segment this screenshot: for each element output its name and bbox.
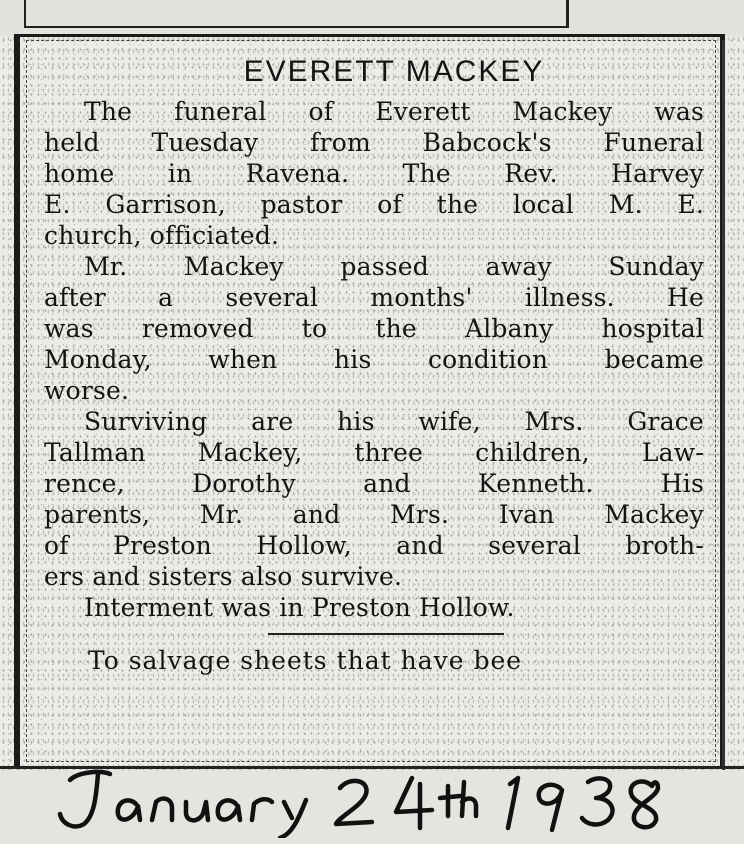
article-line: home in Ravena. The Rev. Harvey [44, 159, 704, 188]
obituary-headline: EVERETT MACKEY [243, 55, 545, 88]
previous-clipping-edge [0, 0, 744, 36]
article-line: after a several months' illness. He [44, 283, 704, 312]
obituary-column [44, 52, 704, 676]
article-line: held Tuesday from Babcock's Funeral [44, 128, 704, 157]
article-line: church, officiated. [44, 221, 280, 250]
previous-clipping-border [24, 0, 569, 28]
article-line: Monday, when his condition became [44, 345, 704, 374]
article-line: Tallman Mackey, three children, Law- [44, 438, 704, 467]
next-article-fragment: To salvage sheets that have bee [88, 646, 523, 675]
handwritten-date-drawing [40, 758, 680, 838]
article-line: Mr. Mackey passed away Sunday [84, 252, 704, 281]
article-line: Interment was in Preston Hollow. [84, 593, 515, 622]
article-line: worse. [44, 376, 130, 405]
article-line: was removed to the Albany hospital [44, 314, 704, 343]
article-line: The funeral of Everett Mackey was [84, 97, 704, 126]
article-line: E. Garrison, pastor of the local M. E. [44, 190, 704, 219]
right-edge-rule [722, 40, 725, 820]
article-line: rence, Dorothy and Kenneth. His [44, 469, 704, 498]
article-line: Surviving are his wife, Mrs. Grace [84, 407, 704, 436]
article-separator [268, 633, 504, 635]
article-line: of Preston Hollow, and several broth- [44, 531, 704, 560]
article-line: ers and sisters also survive. [44, 562, 403, 591]
handwritten-date [40, 758, 680, 838]
article-line: parents, Mr. and Mrs. Ivan Mackey [44, 500, 704, 529]
